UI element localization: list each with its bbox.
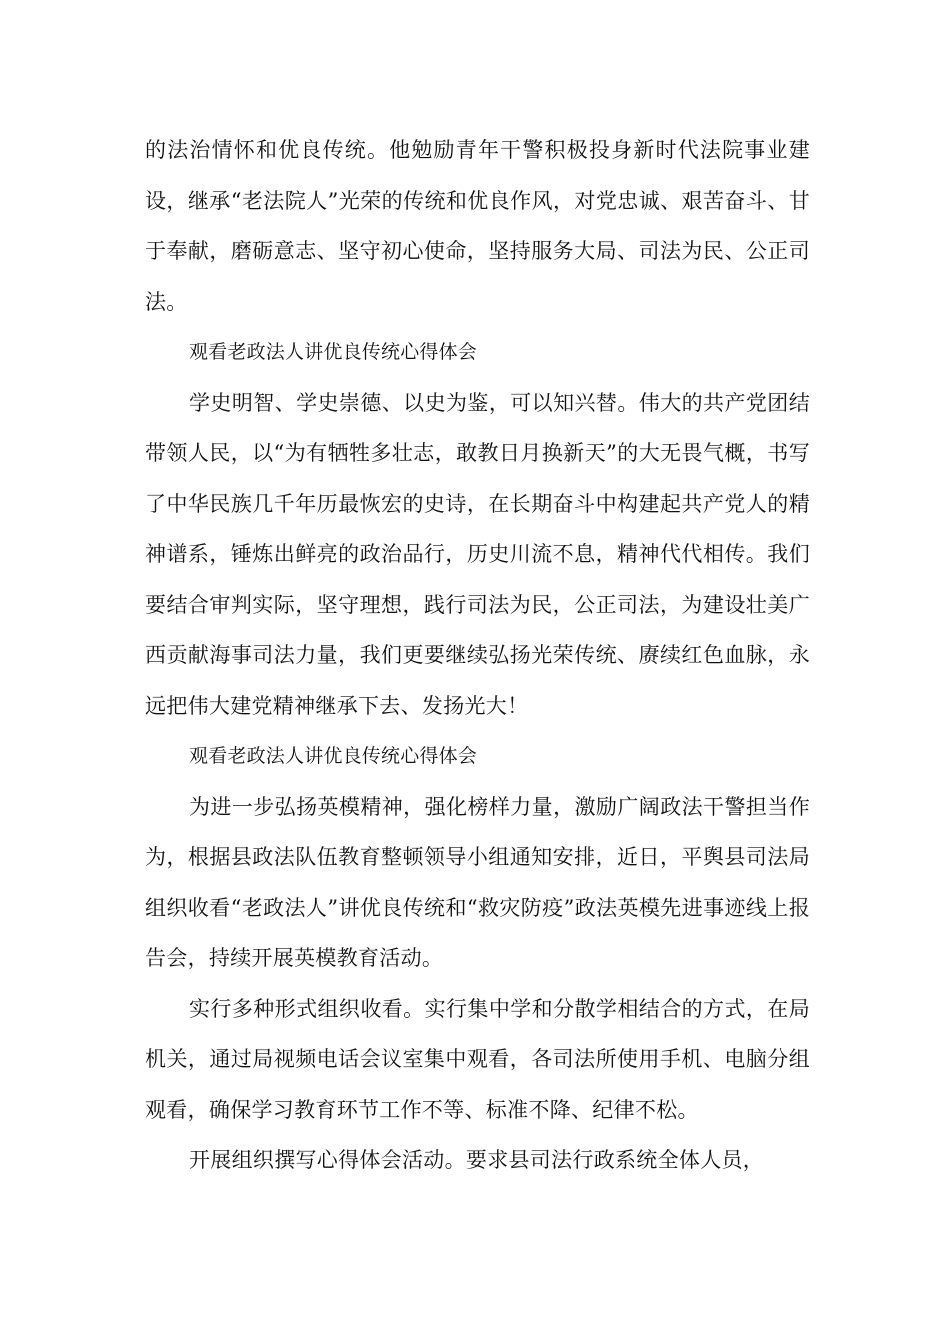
paragraph: 开展组织撰写心得体会活动。要求县司法行政系统全体人员， (189, 1148, 765, 1172)
section-heading: 观看老政法人讲优良传统心得体会 (189, 341, 478, 363)
paragraph-continuation: 的法治情怀和优良传统。他勉励青年干警积极投身新时代法院事业建设，继承“老法院人”光荣的传统和优良作风，对党忠诚、艰苦奋斗、甘于奉献，磨砺意志、坚守初心使命，坚持服务大局、司法为民、公正司法。 (145, 138, 810, 314)
paragraph: 实行多种形式组织收看。实行集中学和分散学相结合的方式，在局机关，通过局视频电话会议室集中观看，各司法所使用手机、电脑分组观看，确保学习教育环节工作不等、标准不降、纪律不松。 (145, 996, 810, 1122)
paragraph: 学史明智、学史崇德、以史为鉴，可以知兴替。伟大的共产党团结带领人民，以“为有牺牲多壮志，敢教日月换新天”的大无畏气概，书写了中华民族几千年历最恢宏的史诗，在长期奋斗中构建起共产党人的精神谱系，锤炼出鲜亮的政治品行，历史川流不息，精神代代相传。我们要结合审判实际，坚守理想，践行司法为民，公正司法，为建设壮美广西贡献海事司法力量，我们更要继续弘扬光荣传统、赓续红色血脉，永远把伟大建党精神继承下去、发扬光大！ (145, 390, 810, 718)
document-body (145, 125, 810, 1186)
section-heading: 观看老政法人讲优良传统心得体会 (189, 745, 478, 767)
paragraph: 为进一步弘扬英模精神，强化榜样力量，激励广阔政法干警担当作为，根据县政法队伍教育整顿领导小组通知安排，近日，平舆县司法局组织收看“老政法人”讲优良传统和“救灾防疫”政法英模先进事迹线上报告会，持续开展英模教育活动。 (145, 794, 810, 970)
